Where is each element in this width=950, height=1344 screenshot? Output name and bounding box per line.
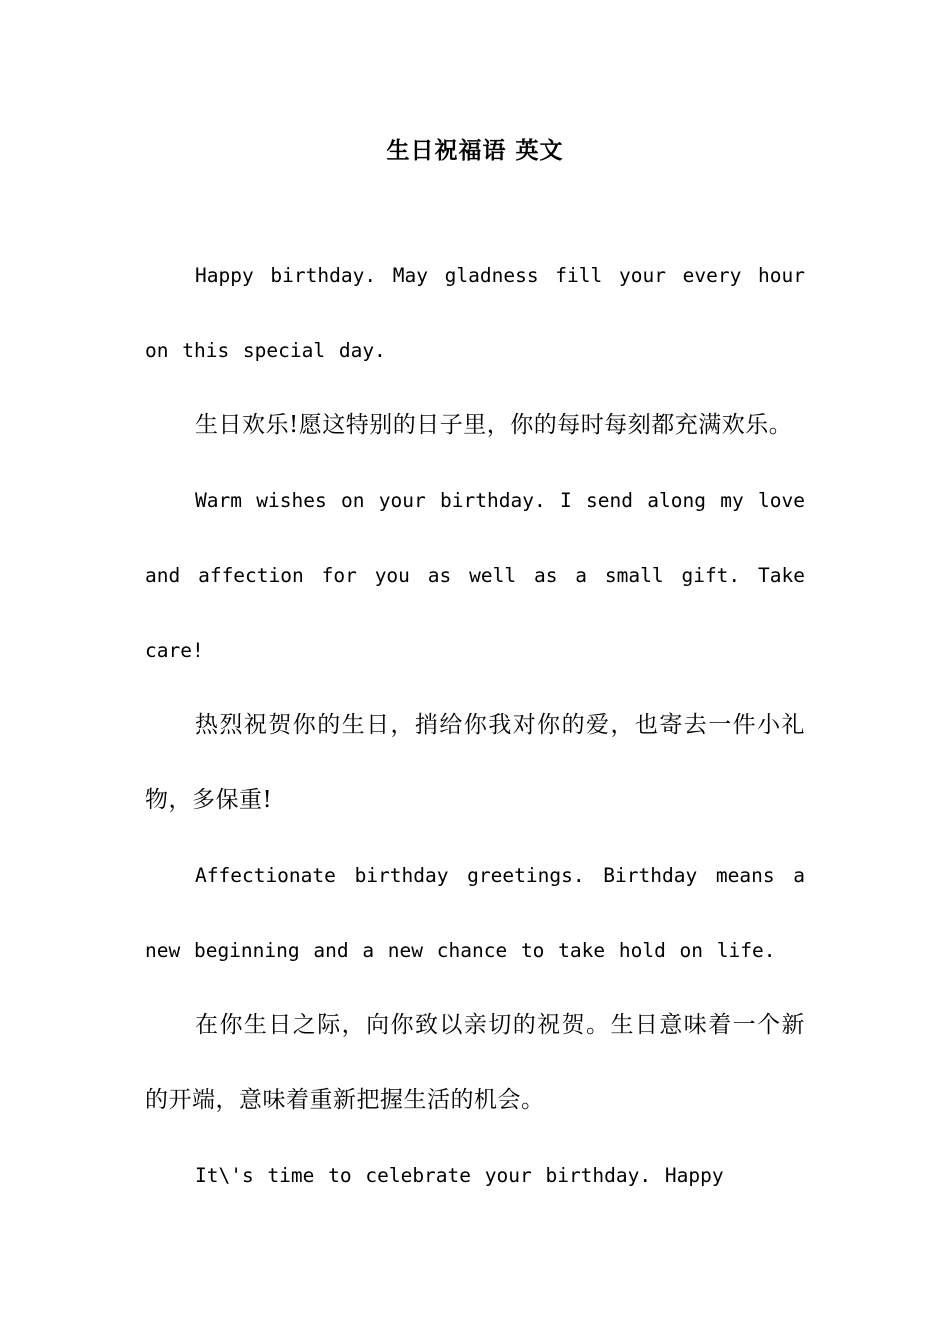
document-body [145,238,805,1213]
paragraph-en-2: Warm wishes on your birthday. I send along my love and affection for you as well as a small gift. Take care! [145,489,805,662]
paragraph-en-1: Happy birthday. May gladness fill your every hour on this special day. [145,264,805,362]
paragraph-en-4: It\'s time to celebrate your birthday. Happy [195,1164,724,1187]
paragraph-zh-3: 在你生日之际，向你致以亲切的祝贺。生日意味着一个新的开端，意味着重新把握生活的机会。 [145,1012,805,1113]
document-title: 生日祝福语 英文 [386,138,564,164]
paragraph-zh-2: 热烈祝贺你的生日，捎给你我对你的爱，也寄去一件小礼物，多保重! [145,712,805,813]
paragraph-zh-1: 生日欢乐!愿这特别的日子里，你的每时每刻都充满欢乐。 [195,412,793,438]
paragraph-en-3: Affectionate birthday greetings. Birthday means a new beginning and a new chance to take hold on life. [145,864,805,962]
